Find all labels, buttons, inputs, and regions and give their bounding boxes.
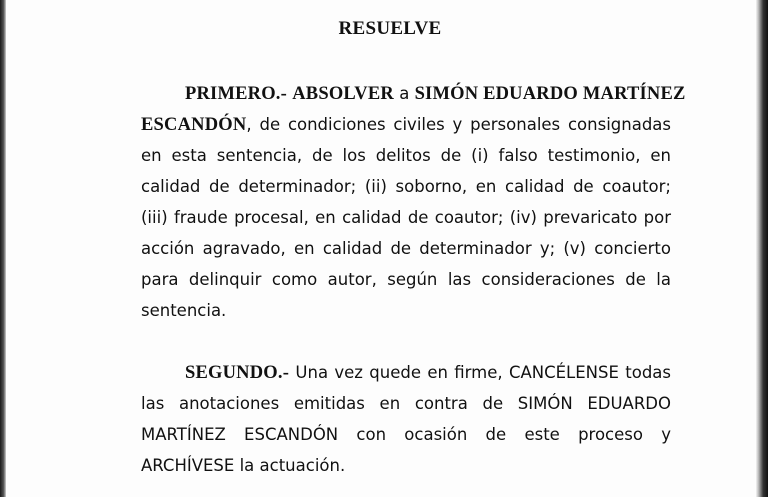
document-page	[30, 0, 750, 497]
section-heading: RESUELVE	[338, 18, 442, 39]
paragraph-line	[141, 78, 686, 109]
paragraph-line: ARCHÍVESE la actuación.	[141, 456, 346, 475]
paragraph-line: (iii) fraude procesal, en calidad de coautor; (iv) prevaricato por	[141, 208, 671, 227]
paragraph-line	[141, 109, 671, 140]
page-edge-shadow-right	[756, 0, 768, 497]
paragraph-line: calidad de determinador; (ii) soborno, en calidad de coautor;	[141, 177, 671, 196]
paragraph-line: para delinquir como autor, según las consideraciones de la	[141, 270, 671, 289]
paragraph-line: las anotaciones emitidas en contra de SIMÓN EDUARDO	[141, 394, 671, 413]
paragraph-primero	[141, 78, 686, 326]
paragraph-segundo	[141, 357, 671, 481]
defendant-name-part2: ESCANDÓN	[141, 115, 247, 135]
clause-label-segundo: SEGUNDO.-	[185, 363, 290, 383]
paragraph-line: MARTÍNEZ ESCANDÓN con ocasión de este proceso y	[141, 425, 671, 444]
paragraph-line: sentencia.	[141, 301, 227, 320]
paragraph-line: en esta sentencia, de los delitos de (i) falso testimonio, en	[141, 146, 671, 165]
paragraph-line: acción agravado, en calidad de determinador y; (v) concierto	[141, 239, 671, 258]
connector-word: a	[399, 84, 410, 103]
clause-label-primero: PRIMERO.-	[185, 84, 287, 104]
paragraph-line	[141, 357, 671, 388]
defendant-name-part1: SIMÓN EDUARDO MARTÍNEZ	[414, 84, 686, 104]
paragraph-text: Una vez quede en firme, CANCÉLENSE todas	[289, 363, 671, 382]
paragraph-text: , de condiciones civiles y personales consignadas	[246, 115, 671, 134]
verb-absolver: ABSOLVER	[292, 84, 394, 104]
page-edge-shadow-left	[0, 0, 6, 497]
